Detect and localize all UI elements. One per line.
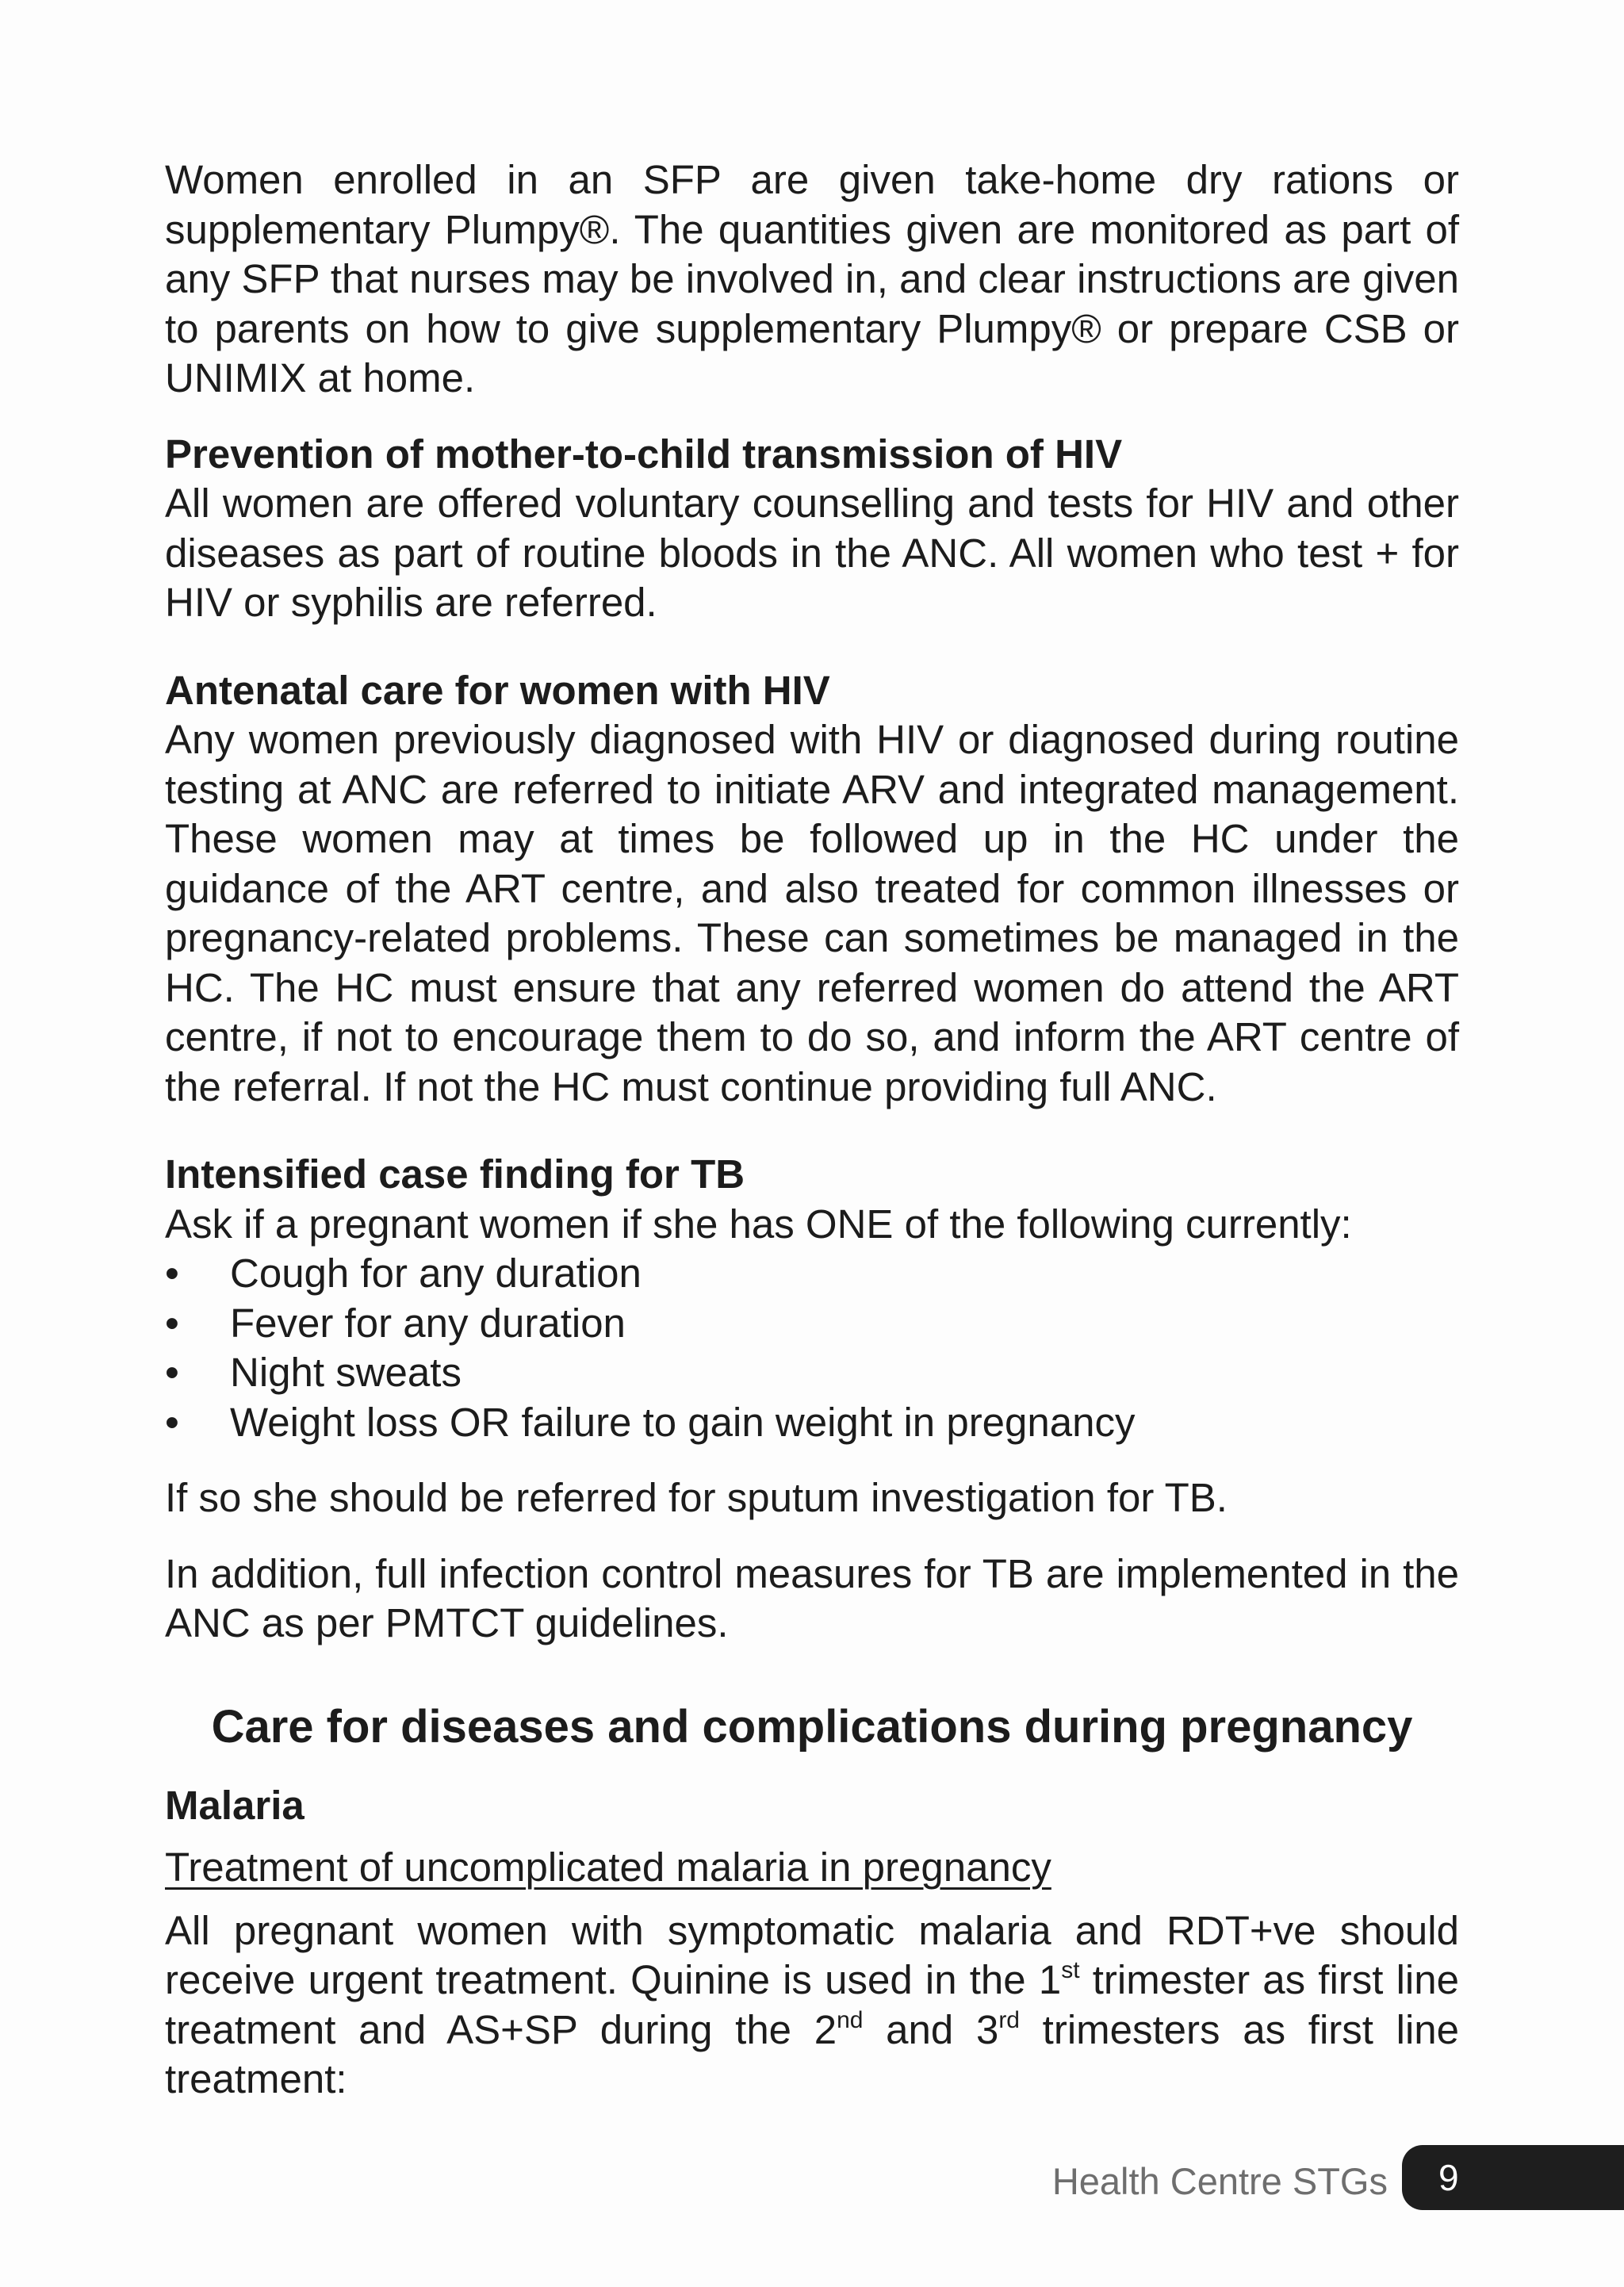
anc-hiv-body: Any women previously diagnosed with HIV or diagnosed during routine testing at ANC are referred to initiate ARV and integrated management. These women may at times be followed up in the HC under the guidance of the ART centre, and also treated for common illnesses or pregnancy-related problems. These can sometimes be managed in the HC. The HC must ensure that any referred women do attend the ART centre, if not to encourage them to do so, and inform the ART centre of the referral. If not the HC must continue providing full ANC.: [165, 717, 1459, 1109]
pmtct-body: All women are offered voluntary counselling and tests for HIV and other diseases as part of routine bloods in the ANC. All women who test + for HIV or syphilis are referred.: [165, 481, 1459, 625]
malaria-body-part4: trimesters as first line treatment:: [165, 2006, 1459, 2101]
list-item: [165, 1299, 1459, 1349]
list-item-text: Weight loss OR failure to gain weight in pregnancy: [230, 1399, 1136, 1445]
list-item: [165, 1348, 1459, 1398]
section-title: Care for diseases and complications during pregnancy: [211, 1700, 1413, 1753]
bullet-icon: •: [165, 1350, 179, 1395]
pmtct-heading: Prevention of mother-to-child transmission of HIV: [165, 431, 1123, 477]
tb-infection-control: In addition, full infection control measures for TB are implemented in the ANC as per PMTCT guidelines.: [165, 1550, 1459, 1645]
intro-paragraph: Women enrolled in an SFP are given take-home dry rations or supplementary Plumpy®. The quantities given are monitored as part of any SFP that nurses may be involved in, and clear instructions are given to parents on how to give supplementary Plumpy® or prepare CSB or UNIMIX at home.: [165, 157, 1459, 400]
list-item-text: Fever for any duration: [230, 1300, 626, 1346]
tb-intro: Ask if a pregnant women if she has ONE of the following currently:: [165, 1201, 1352, 1247]
tb-referral: If so she should be referred for sputum investigation for TB.: [165, 1475, 1228, 1520]
malaria-body-part3: and 3: [863, 2006, 999, 2052]
malaria-body-part1: All pregnant women with symptomatic malaria and RDT+ve should receive urgent treatment. Quinine is used in the 1: [165, 1907, 1459, 2002]
bullet-icon: •: [165, 1300, 179, 1346]
anc-hiv-section: [165, 666, 1459, 1113]
superscript-rd: rd: [998, 2006, 1020, 2033]
tb-heading: Intensified case finding for TB: [165, 1151, 745, 1197]
page-content: [165, 155, 1459, 2105]
list-item: [165, 1249, 1459, 1299]
list-item-text: Night sweats: [230, 1350, 462, 1395]
footer-label: Health Centre STGs: [1051, 2159, 1388, 2202]
superscript-nd: nd: [837, 2006, 864, 2033]
list-item-text: Cough for any duration: [230, 1251, 642, 1296]
page-footer: [1052, 2145, 1624, 2210]
page-number-tab: [1402, 2145, 1624, 2210]
tb-section: [165, 1150, 1459, 1649]
list-item: [165, 1398, 1459, 1448]
malaria-body: [165, 1906, 1459, 2105]
malaria-heading: Malaria: [165, 1782, 304, 1828]
page-number: 9: [1438, 2157, 1459, 2198]
superscript-st: st: [1061, 1957, 1080, 1983]
malaria-body-part2: trimester as first line treatment and AS+SP during the 2: [165, 1957, 1459, 2052]
anc-hiv-heading: Antenatal care for women with HIV: [165, 667, 830, 713]
bullet-icon: •: [165, 1251, 179, 1296]
bullet-icon: •: [165, 1399, 179, 1445]
diseases-section: [165, 1699, 1459, 2105]
tb-symptom-list: [165, 1249, 1459, 1447]
malaria-subheading: Treatment of uncomplicated malaria in pregnancy: [165, 1845, 1051, 1890]
pmtct-section: [165, 430, 1459, 628]
